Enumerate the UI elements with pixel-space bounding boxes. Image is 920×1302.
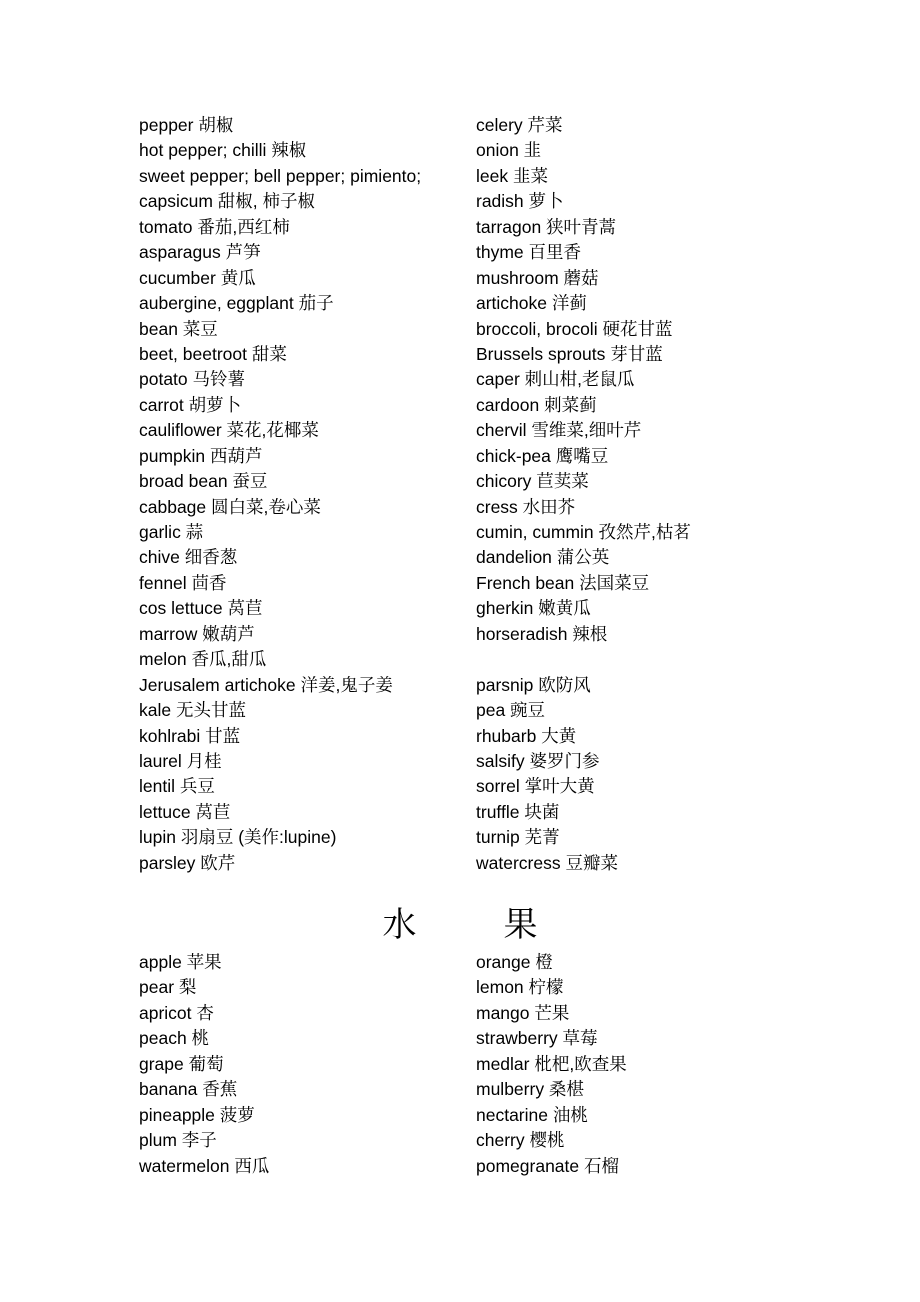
vocab-entry: fennel 茴香 [139,572,227,593]
vocab-entry: broccoli, brocoli 硬花甘蓝 [476,318,673,339]
vocab-entry: apricot 杏 [139,1002,214,1023]
vocab-entry: leek 韭菜 [476,165,548,186]
vocab-entry: salsify 婆罗门参 [476,750,600,771]
fruit-title-char-2: 果 [503,905,538,945]
vocab-entry: sweet pepper; bell pepper; pimiento; [139,165,422,186]
vocab-entry: French bean 法国菜豆 [476,572,650,593]
vocab-entry: laurel 月桂 [139,750,222,771]
vocab-entry: cabbage 圆白菜,卷心菜 [139,496,321,517]
vocab-entry: pear 梨 [139,977,197,998]
vocab-entry: melon 香瓜,甜瓜 [139,649,267,670]
vocab-entry: turnip 芜菁 [476,827,560,848]
vocab-entry: bean 菜豆 [139,318,218,339]
vocab-entry: chive 细香葱 [139,547,238,568]
vocab-entry [476,647,896,672]
vocab-entry: peach 桃 [139,1028,210,1049]
vocab-entry: lupin 羽扇豆 (美作:lupine) [139,827,337,848]
vocab-entry: thyme 百里香 [476,242,582,263]
fruit-section-title [0,900,920,950]
vocab-entry: kohlrabi 甘蓝 [139,725,241,746]
vocab-entry: tomato 番茄,西红柿 [139,216,290,237]
vocab-entry: banana 香蕉 [139,1079,238,1100]
vocab-entry: mango 芒果 [476,1002,570,1023]
vocab-entry: broad bean 蚕豆 [139,471,268,492]
vocab-entry: watermelon 西瓜 [139,1155,270,1176]
vocab-entry: pumpkin 西葫芦 [139,445,263,466]
vocab-entry: Brussels sprouts 芽甘蓝 [476,343,663,364]
vocab-entry: pea 豌豆 [476,700,546,721]
vocab-entry: parsnip 欧防风 [476,674,591,695]
vocab-entry: parsley 欧芹 [139,852,236,873]
vegetable-list-right [476,113,896,876]
vocab-entry: grape 葡萄 [139,1053,224,1074]
vocab-entry: beet, beetroot 甜菜 [139,343,287,364]
vocab-entry: cumin, cummin 孜然芹,枯茗 [476,522,691,542]
vocab-entry: cos lettuce 莴苣 [139,598,263,619]
vocab-entry: strawberry 草莓 [476,1028,598,1049]
vocab-entry: nectarine 油桃 [476,1104,588,1125]
vocab-entry: medlar 枇杷,欧查果 [476,1053,627,1074]
vocab-entry: potato 马铃薯 [139,369,246,390]
vocab-entry: hot pepper; chilli 辣椒 [139,140,307,161]
vocab-entry: chicory 苣荬菜 [476,471,589,492]
fruit-list-right [476,950,896,1179]
vocab-entry: horseradish 辣根 [476,623,608,644]
vocab-entry: artichoke 洋蓟 [476,293,587,314]
vocab-entry: lettuce 莴苣 [139,801,231,822]
vocab-entry: onion 韭 [476,140,542,161]
vocab-entry: asparagus 芦笋 [139,242,261,263]
vocab-entry: mushroom 蘑菇 [476,267,599,288]
vocab-entry: capsicum 甜椒, 柿子椒 [139,191,315,212]
vocab-entry: garlic 蒜 [139,522,204,542]
vocab-entry: apple 苹果 [139,952,222,972]
vocab-entry: cherry 樱桃 [476,1130,565,1151]
vocab-entry: aubergine, eggplant 茄子 [139,293,334,314]
vocab-entry: lentil 兵豆 [139,776,215,797]
vocab-entry: Jerusalem artichoke 洋姜,鬼子姜 [139,674,393,695]
vocab-entry: rhubarb 大黄 [476,725,577,746]
vocab-entry: cardoon 刺菜蓟 [476,394,597,415]
vocab-entry: pomegranate 石榴 [476,1155,619,1176]
vocab-entry: orange 橙 [476,952,553,972]
vocab-entry: chick-pea 鹰嘴豆 [476,445,609,466]
vocab-entry: truffle 块菌 [476,801,560,822]
vocab-entry: mulberry 桑椹 [476,1079,584,1100]
vocab-entry: gherkin 嫩黄瓜 [476,598,591,619]
vocab-entry: carrot 胡萝卜 [139,394,242,415]
vocab-entry: marrow 嫩葫芦 [139,623,255,644]
vocab-entry: pepper 胡椒 [139,115,234,135]
vocab-entry: caper 刺山柑,老鼠瓜 [476,369,635,390]
vocab-entry: chervil 雪维菜,细叶芹 [476,420,642,441]
vocab-entry: lemon 柠檬 [476,977,564,998]
vocab-entry: kale 无头甘蓝 [139,700,246,721]
vocab-entry: plum 李子 [139,1130,217,1151]
vocab-entry: watercress 豆瓣菜 [476,852,618,873]
vocab-entry: celery 芹菜 [476,115,563,135]
vocab-entry: cress 水田芥 [476,496,576,517]
vocab-entry: sorrel 掌叶大黄 [476,776,595,797]
vocab-entry: dandelion 蒲公英 [476,547,610,568]
vocab-entry: radish 萝卜 [476,191,564,212]
vocab-entry: cucumber 黄瓜 [139,267,256,288]
fruit-title-char-1: 水 [382,905,417,945]
vocab-entry: cauliflower 菜花,花椰菜 [139,420,319,441]
vocab-entry: pineapple 菠萝 [139,1104,255,1125]
vocab-entry: tarragon 狭叶青蒿 [476,216,617,237]
